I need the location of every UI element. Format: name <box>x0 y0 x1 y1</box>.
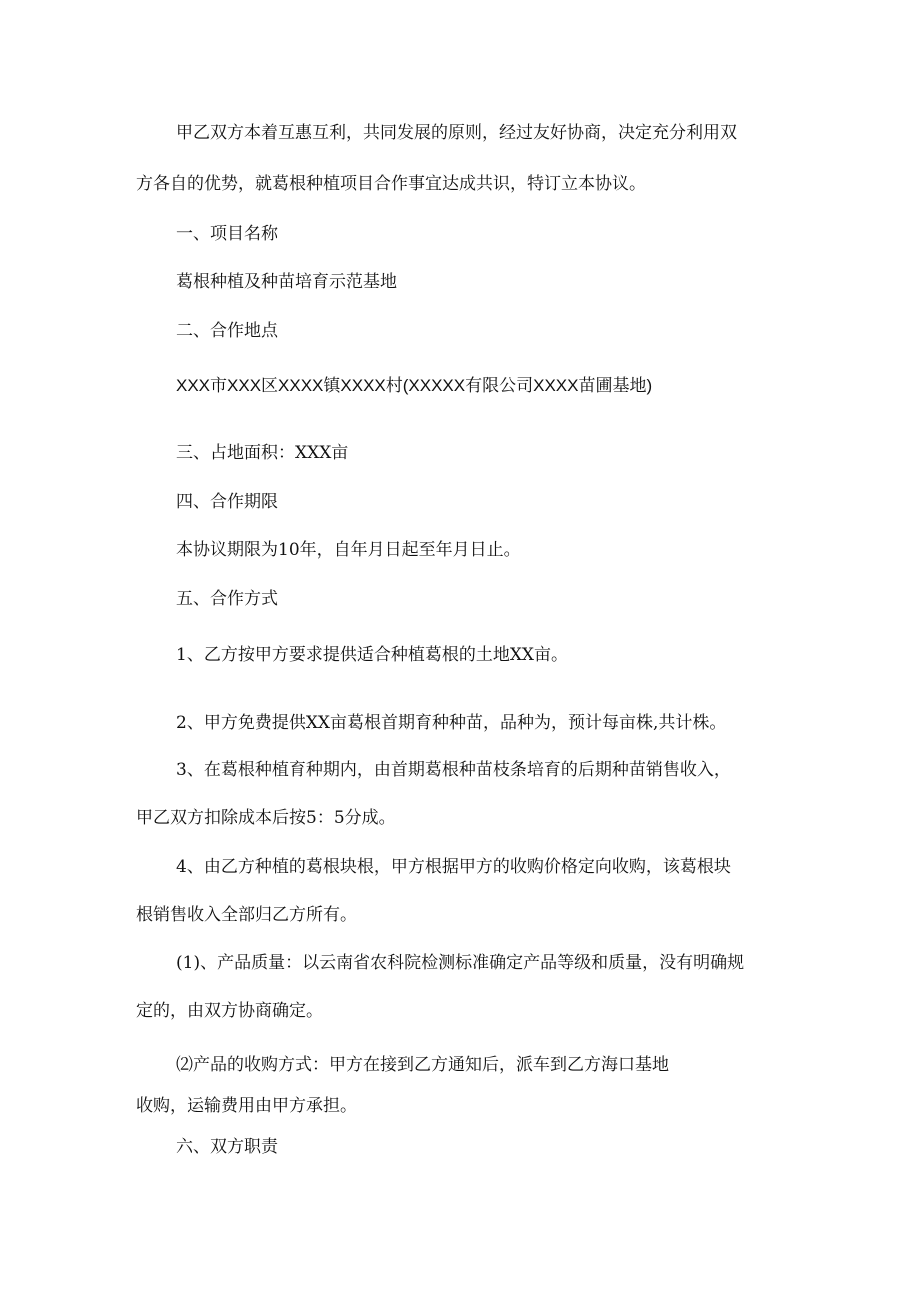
item-1: 1、乙方按甲方要求提供适合种植葛根的土地XX亩。 <box>176 645 569 665</box>
item-3-line-1: 3、在葛根种植育种期内，由首期葛根种苗枝条培育的后期种苗销售收入， <box>176 760 731 780</box>
item-4-line-1: 4、由乙方种植的葛根块根，甲方根据甲方的收购价格定向收购，该葛根块 <box>176 857 731 877</box>
item-3-line-2: 甲乙双方扣除成本后按5：5分成。 <box>136 808 396 828</box>
sub-item-1-line-2: 定的，由双方协商确定。 <box>136 1001 323 1021</box>
section-5-heading: 五、合作方式 <box>176 589 278 609</box>
section-6-heading: 六、双方职责 <box>176 1137 278 1157</box>
section-4-heading: 四、合作期限 <box>176 492 278 512</box>
section-1-body: 葛根种植及种苗培育示范基地 <box>176 272 397 292</box>
section-2-body: XXX市XXX区XXXX镇XXXX村(XXXXX有限公司XXXX苗圃基地) <box>176 376 653 395</box>
section-3-heading: 三、占地面积：XXX亩 <box>176 443 349 463</box>
sub-item-1-line-1: (1)、产品质量：以云南省农科院检测标准确定产品等级和质量，没有明确规 <box>176 953 745 973</box>
item-2: 2、甲方免费提供XX亩葛根首期育种种苗，品种为，预计每亩株,共计株。 <box>176 713 727 733</box>
section-2-heading: 二、合作地点 <box>176 321 278 341</box>
section-1-heading: 一、项目名称 <box>176 224 278 244</box>
intro-line-2: 方各自的优势，就葛根种植项目合作事宜达成共识，特订立本协议。 <box>136 174 646 194</box>
sub-item-2-line-1: ⑵产品的收购方式：甲方在接到乙方通知后，派车到乙方海口基地 <box>176 1055 669 1075</box>
intro-line-1: 甲乙双方本着互惠互利，共同发展的原则，经过友好协商，决定充分利用双 <box>176 123 737 143</box>
section-4-body: 本协议期限为10年，自年月日起至年月日止。 <box>176 540 521 560</box>
sub-item-2-line-2: 收购，运输费用由甲方承担。 <box>136 1096 357 1116</box>
item-4-line-2: 根销售收入全部归乙方所有。 <box>136 905 357 925</box>
